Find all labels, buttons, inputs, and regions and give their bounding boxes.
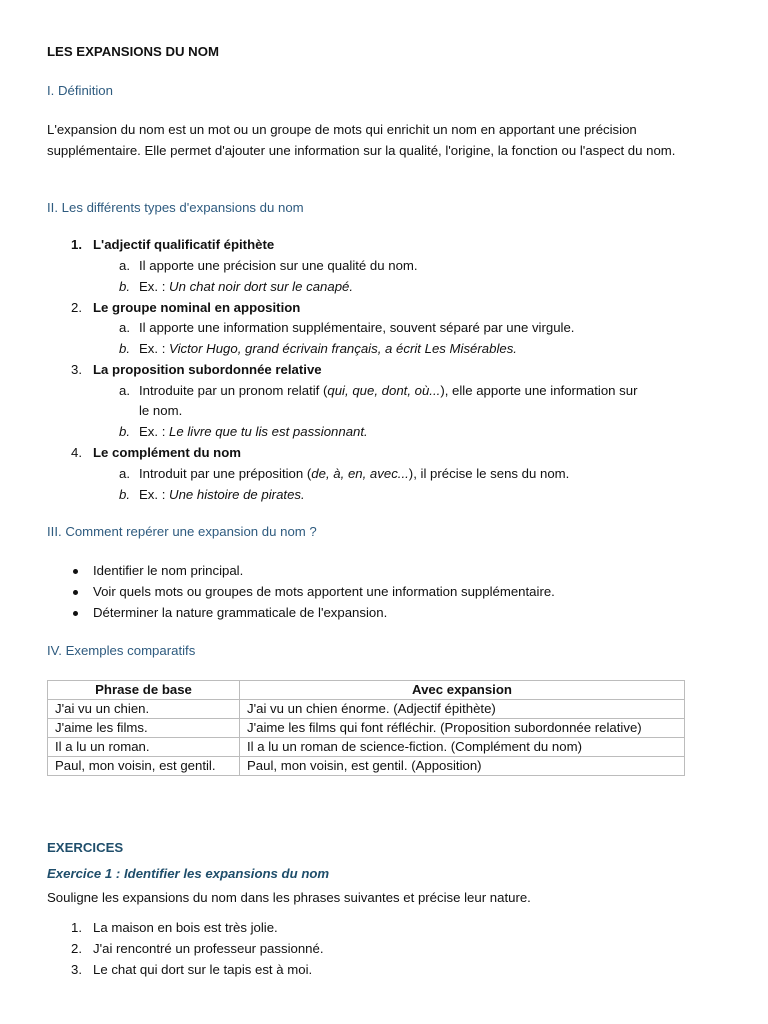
list-letter: b. <box>119 279 130 294</box>
list-letter: b. <box>119 341 130 356</box>
table-cell: Paul, mon voisin, est gentil. (Apposition) <box>240 757 685 776</box>
list-number: 4. <box>71 445 82 460</box>
table-row <box>48 738 685 757</box>
example-line: Ex. : Une histoire de pirates. <box>139 487 305 502</box>
exercise-item: Le chat qui dort sur le tapis est à moi. <box>93 962 313 977</box>
table-cell: Paul, mon voisin, est gentil. <box>48 757 240 776</box>
table-cell: J'ai vu un chien. <box>48 700 240 719</box>
bullet-item: Déterminer la nature grammaticale de l'expansion. <box>93 605 388 620</box>
table-cell: Il a lu un roman. <box>48 738 240 757</box>
exercise-item: J'ai rencontré un professeur passionné. <box>93 941 324 956</box>
type-label: La proposition subordonnée relative <box>93 362 322 377</box>
exercise-item: La maison en bois est très jolie. <box>93 920 278 935</box>
list-number: 1. <box>71 237 82 252</box>
example-line: Ex. : Le livre que tu lis est passionnant. <box>139 424 368 439</box>
column-header: Phrase de base <box>48 681 240 700</box>
table-cell: Il a lu un roman de science-fiction. (Complément du nom) <box>240 738 685 757</box>
list-number: 2. <box>71 300 82 315</box>
section-4-heading: IV. Exemples comparatifs <box>47 643 196 658</box>
section-1-heading: I. Définition <box>47 83 113 98</box>
table-cell: J'ai vu un chien énorme. (Adjectif épithète) <box>240 700 685 719</box>
list-letter: a. <box>119 383 130 398</box>
exercises-heading: EXERCICES <box>47 840 124 855</box>
list-number: 2. <box>71 941 82 956</box>
table-cell: J'aime les films qui font réfléchir. (Proposition subordonnée relative) <box>240 719 685 738</box>
list-item-text: Il apporte une précision sur une qualité du nom. <box>139 258 418 273</box>
list-item-text: Introduit par une préposition (de, à, en, avec...), il précise le sens du nom. <box>139 466 570 481</box>
exercise-1-instruction: Souligne les expansions du nom dans les phrases suivantes et précise leur nature. <box>47 890 531 905</box>
list-item-text: Il apporte une information supplémentaire, souvent séparé par une virgule. <box>139 320 575 335</box>
list-number: 3. <box>71 962 82 977</box>
list-letter: b. <box>119 487 130 502</box>
list-item-text: Introduite par un pronom relatif (qui, que, dont, où...), elle apporte une information sur <box>139 383 638 398</box>
type-label: L'adjectif qualificatif épithète <box>93 237 275 252</box>
bullet-icon <box>73 611 78 616</box>
list-letter: b. <box>119 424 130 439</box>
table-row <box>48 757 685 776</box>
example-line: Ex. : Victor Hugo, grand écrivain français, a écrit Les Misérables. <box>139 341 517 356</box>
bullet-icon <box>73 590 78 595</box>
exercise-1-title: Exercice 1 : Identifier les expansions du nom <box>47 866 330 881</box>
bullet-item: Identifier le nom principal. <box>93 563 244 578</box>
section-3-heading: III. Comment repérer une expansion du nom ? <box>47 524 317 539</box>
list-item-text-continued: le nom. <box>139 403 183 418</box>
bullet-item: Voir quels mots ou groupes de mots apportent une information supplémentaire. <box>93 584 555 599</box>
document-title: LES EXPANSIONS DU NOM <box>47 44 219 59</box>
section-2-heading: II. Les différents types d'expansions du nom <box>47 200 304 215</box>
definition-paragraph: L'expansion du nom est un mot ou un groupe de mots qui enrichit un nom en apportant une précision supplémentaire. Elle permet d'ajouter une information sur la qualité, l'origine, la fonction ou l'aspect du nom. <box>47 122 676 158</box>
list-number: 3. <box>71 362 82 377</box>
list-letter: a. <box>119 466 130 481</box>
bullet-icon <box>73 569 78 574</box>
table-header-row <box>48 681 685 700</box>
example-line: Ex. : Un chat noir dort sur le canapé. <box>139 279 354 294</box>
table-cell: J'aime les films. <box>48 719 240 738</box>
list-letter: a. <box>119 258 130 273</box>
list-letter: a. <box>119 320 130 335</box>
table-row <box>48 719 685 738</box>
list-number: 1. <box>71 920 82 935</box>
table-row <box>48 700 685 719</box>
column-header: Avec expansion <box>240 681 685 700</box>
comparison-table <box>47 680 685 776</box>
type-label: Le complément du nom <box>93 445 242 460</box>
type-label: Le groupe nominal en apposition <box>93 300 301 315</box>
